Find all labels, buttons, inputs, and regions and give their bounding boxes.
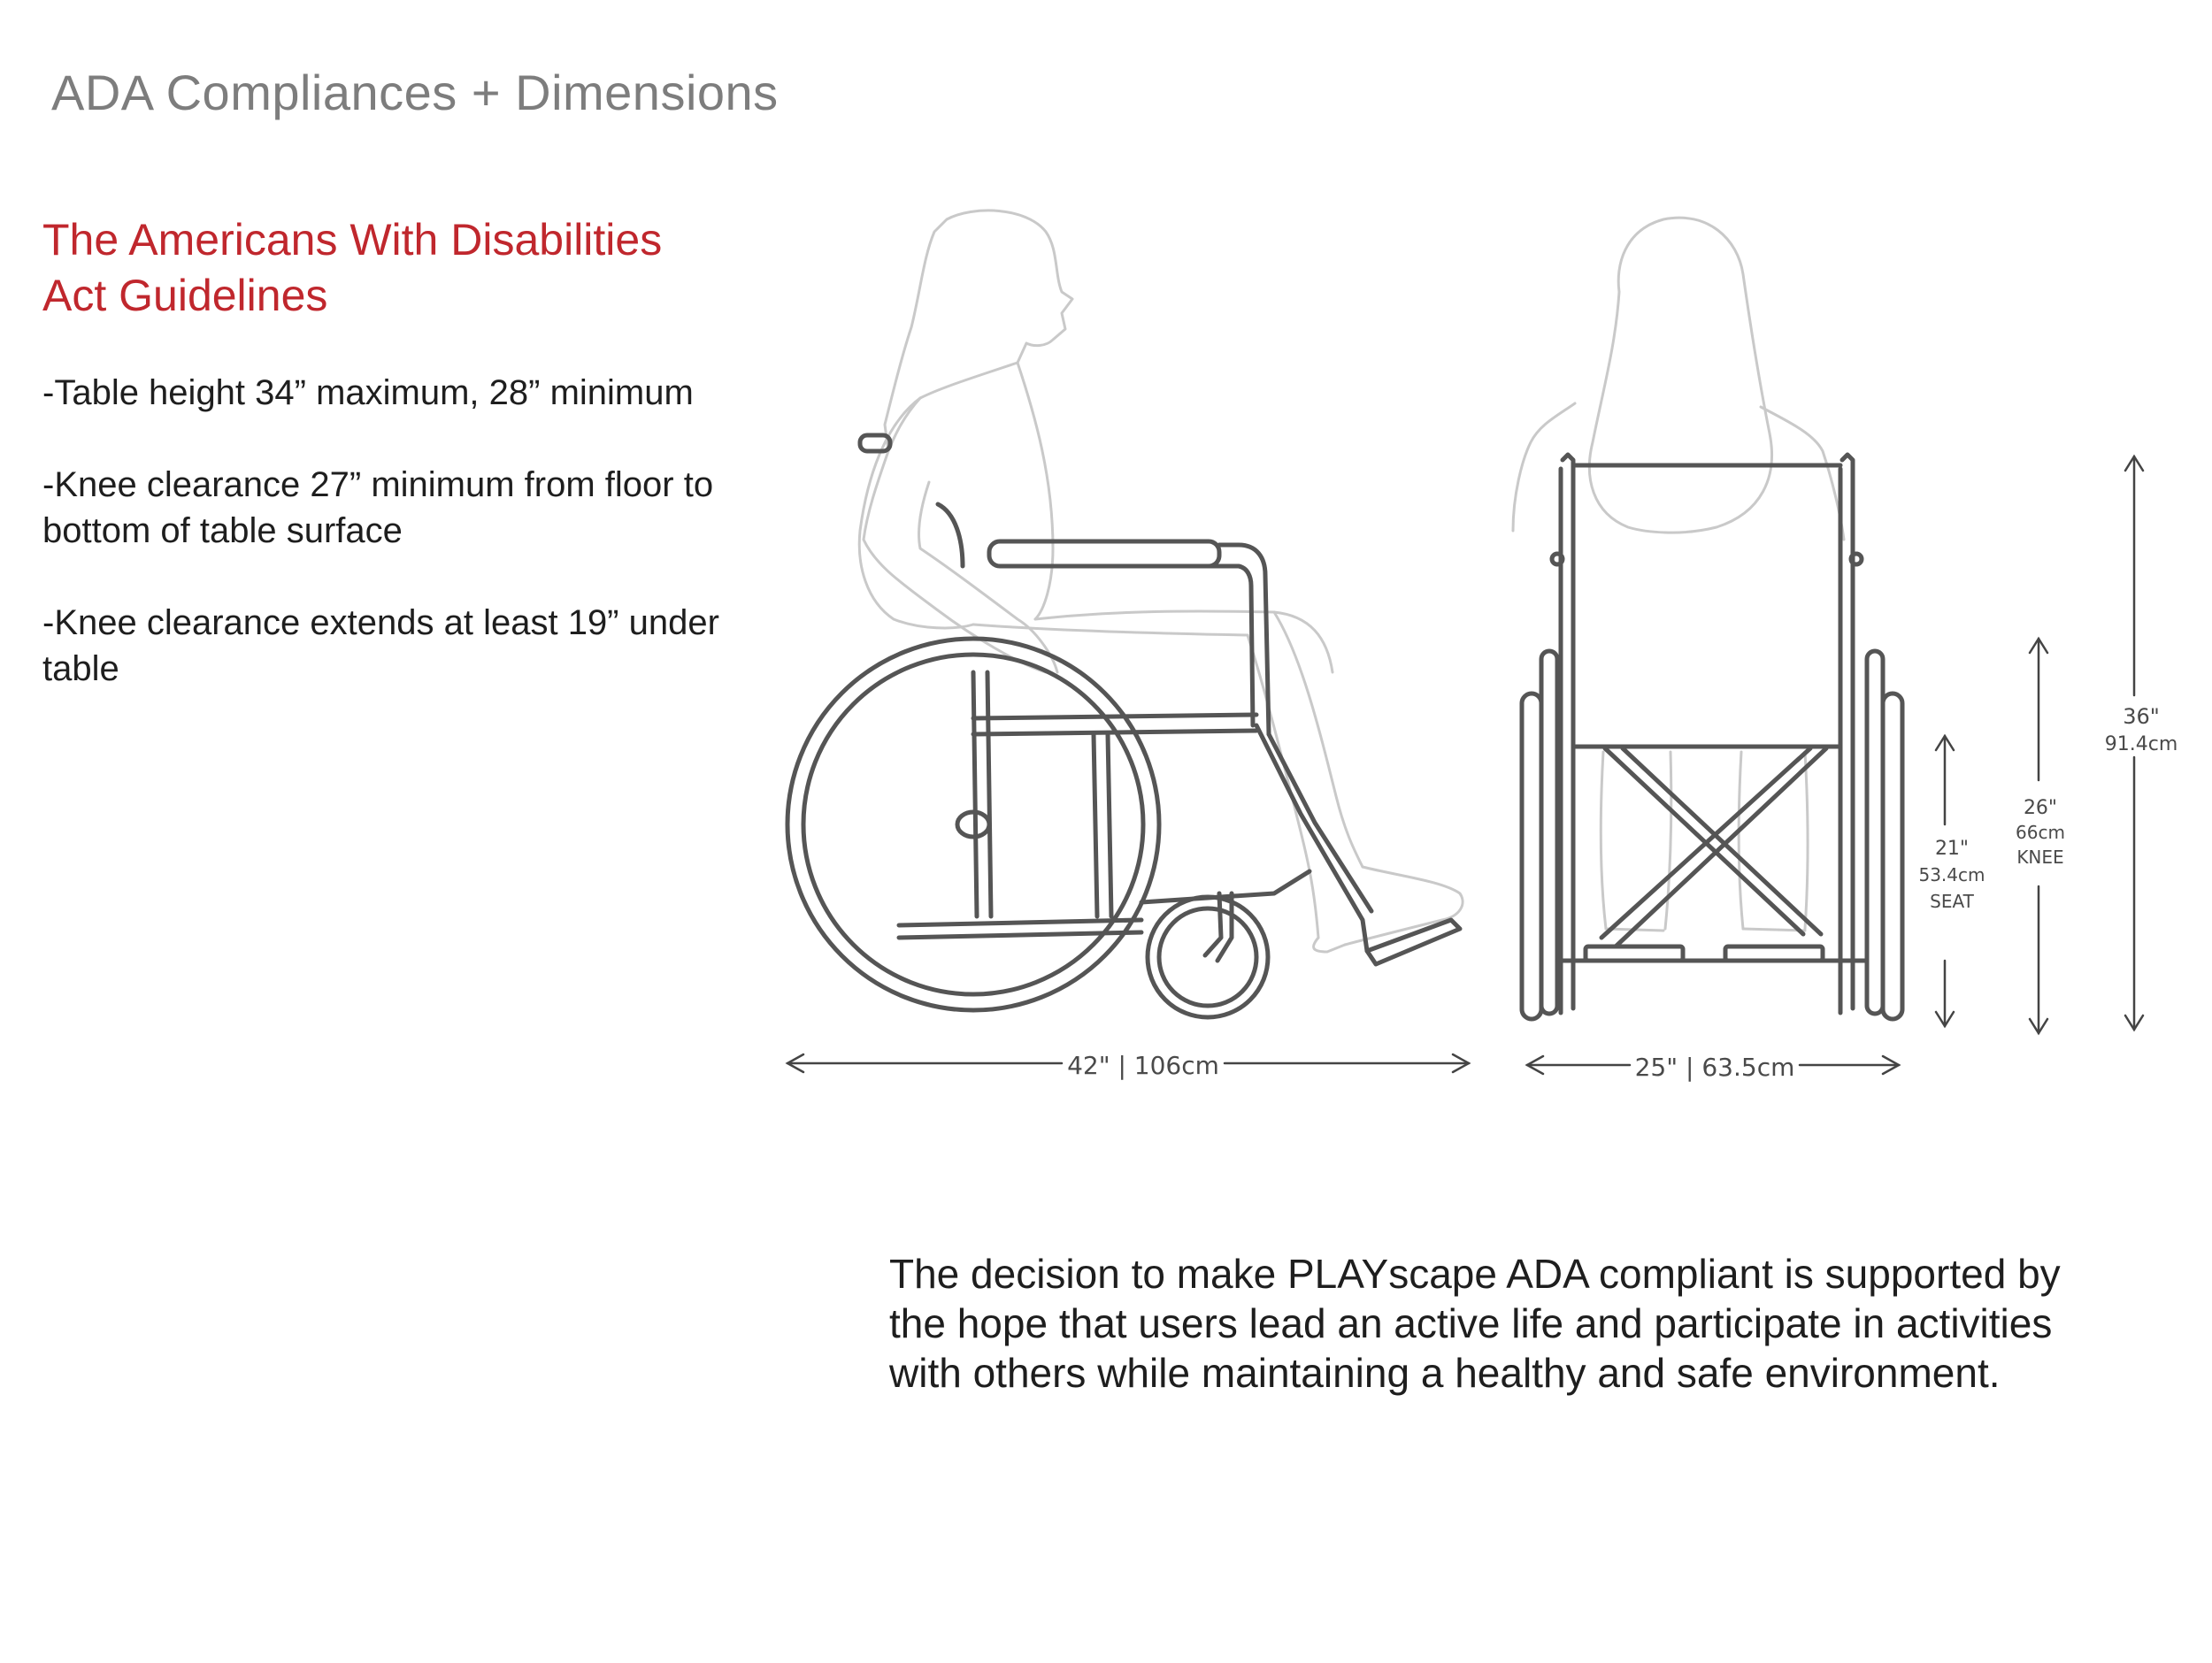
- knee-height-cm: 66cm: [2016, 822, 2065, 843]
- knee-height-inches: 26": [2023, 797, 2058, 819]
- guidelines-heading-line2: Act Guidelines: [42, 271, 328, 320]
- guideline-knee-clearance-depth: -Knee clearance extends at least 19” under table: [42, 603, 719, 688]
- knee-label: KNEE: [2016, 847, 2064, 868]
- page-title: ADA Compliances + Dimensions: [51, 65, 779, 120]
- seat-height-cm: 53.4cm: [1918, 864, 1985, 885]
- guideline-knee-clearance-height: -Knee clearance 27” minimum from floor to bottom of table surface: [42, 465, 714, 550]
- side-view-wheelchair: [787, 435, 1460, 1017]
- total-height-cm: 91.4cm: [2104, 733, 2178, 755]
- guideline-table-height: -Table height 34” maximum, 28” minimum: [42, 373, 694, 412]
- ada-statement: The decision to make PLAYscape ADA compliant is supported by the hope that users lead an active life and participate in activities with others while maintaining a healthy and safe environment.: [889, 1251, 2061, 1396]
- side-length-label: 42" | 106cm: [1067, 1051, 1219, 1080]
- seat-label: SEAT: [1930, 891, 1974, 912]
- front-view-wheelchair: [1522, 455, 1902, 1019]
- seat-height-inches: 21": [1934, 838, 1970, 860]
- side-view-figure: [859, 211, 1463, 952]
- front-width-label: 25" | 63.5cm: [1634, 1053, 1795, 1082]
- total-height-inches: 36": [2123, 704, 2160, 729]
- guidelines-heading-line1: The Americans With Disabilities: [42, 215, 663, 264]
